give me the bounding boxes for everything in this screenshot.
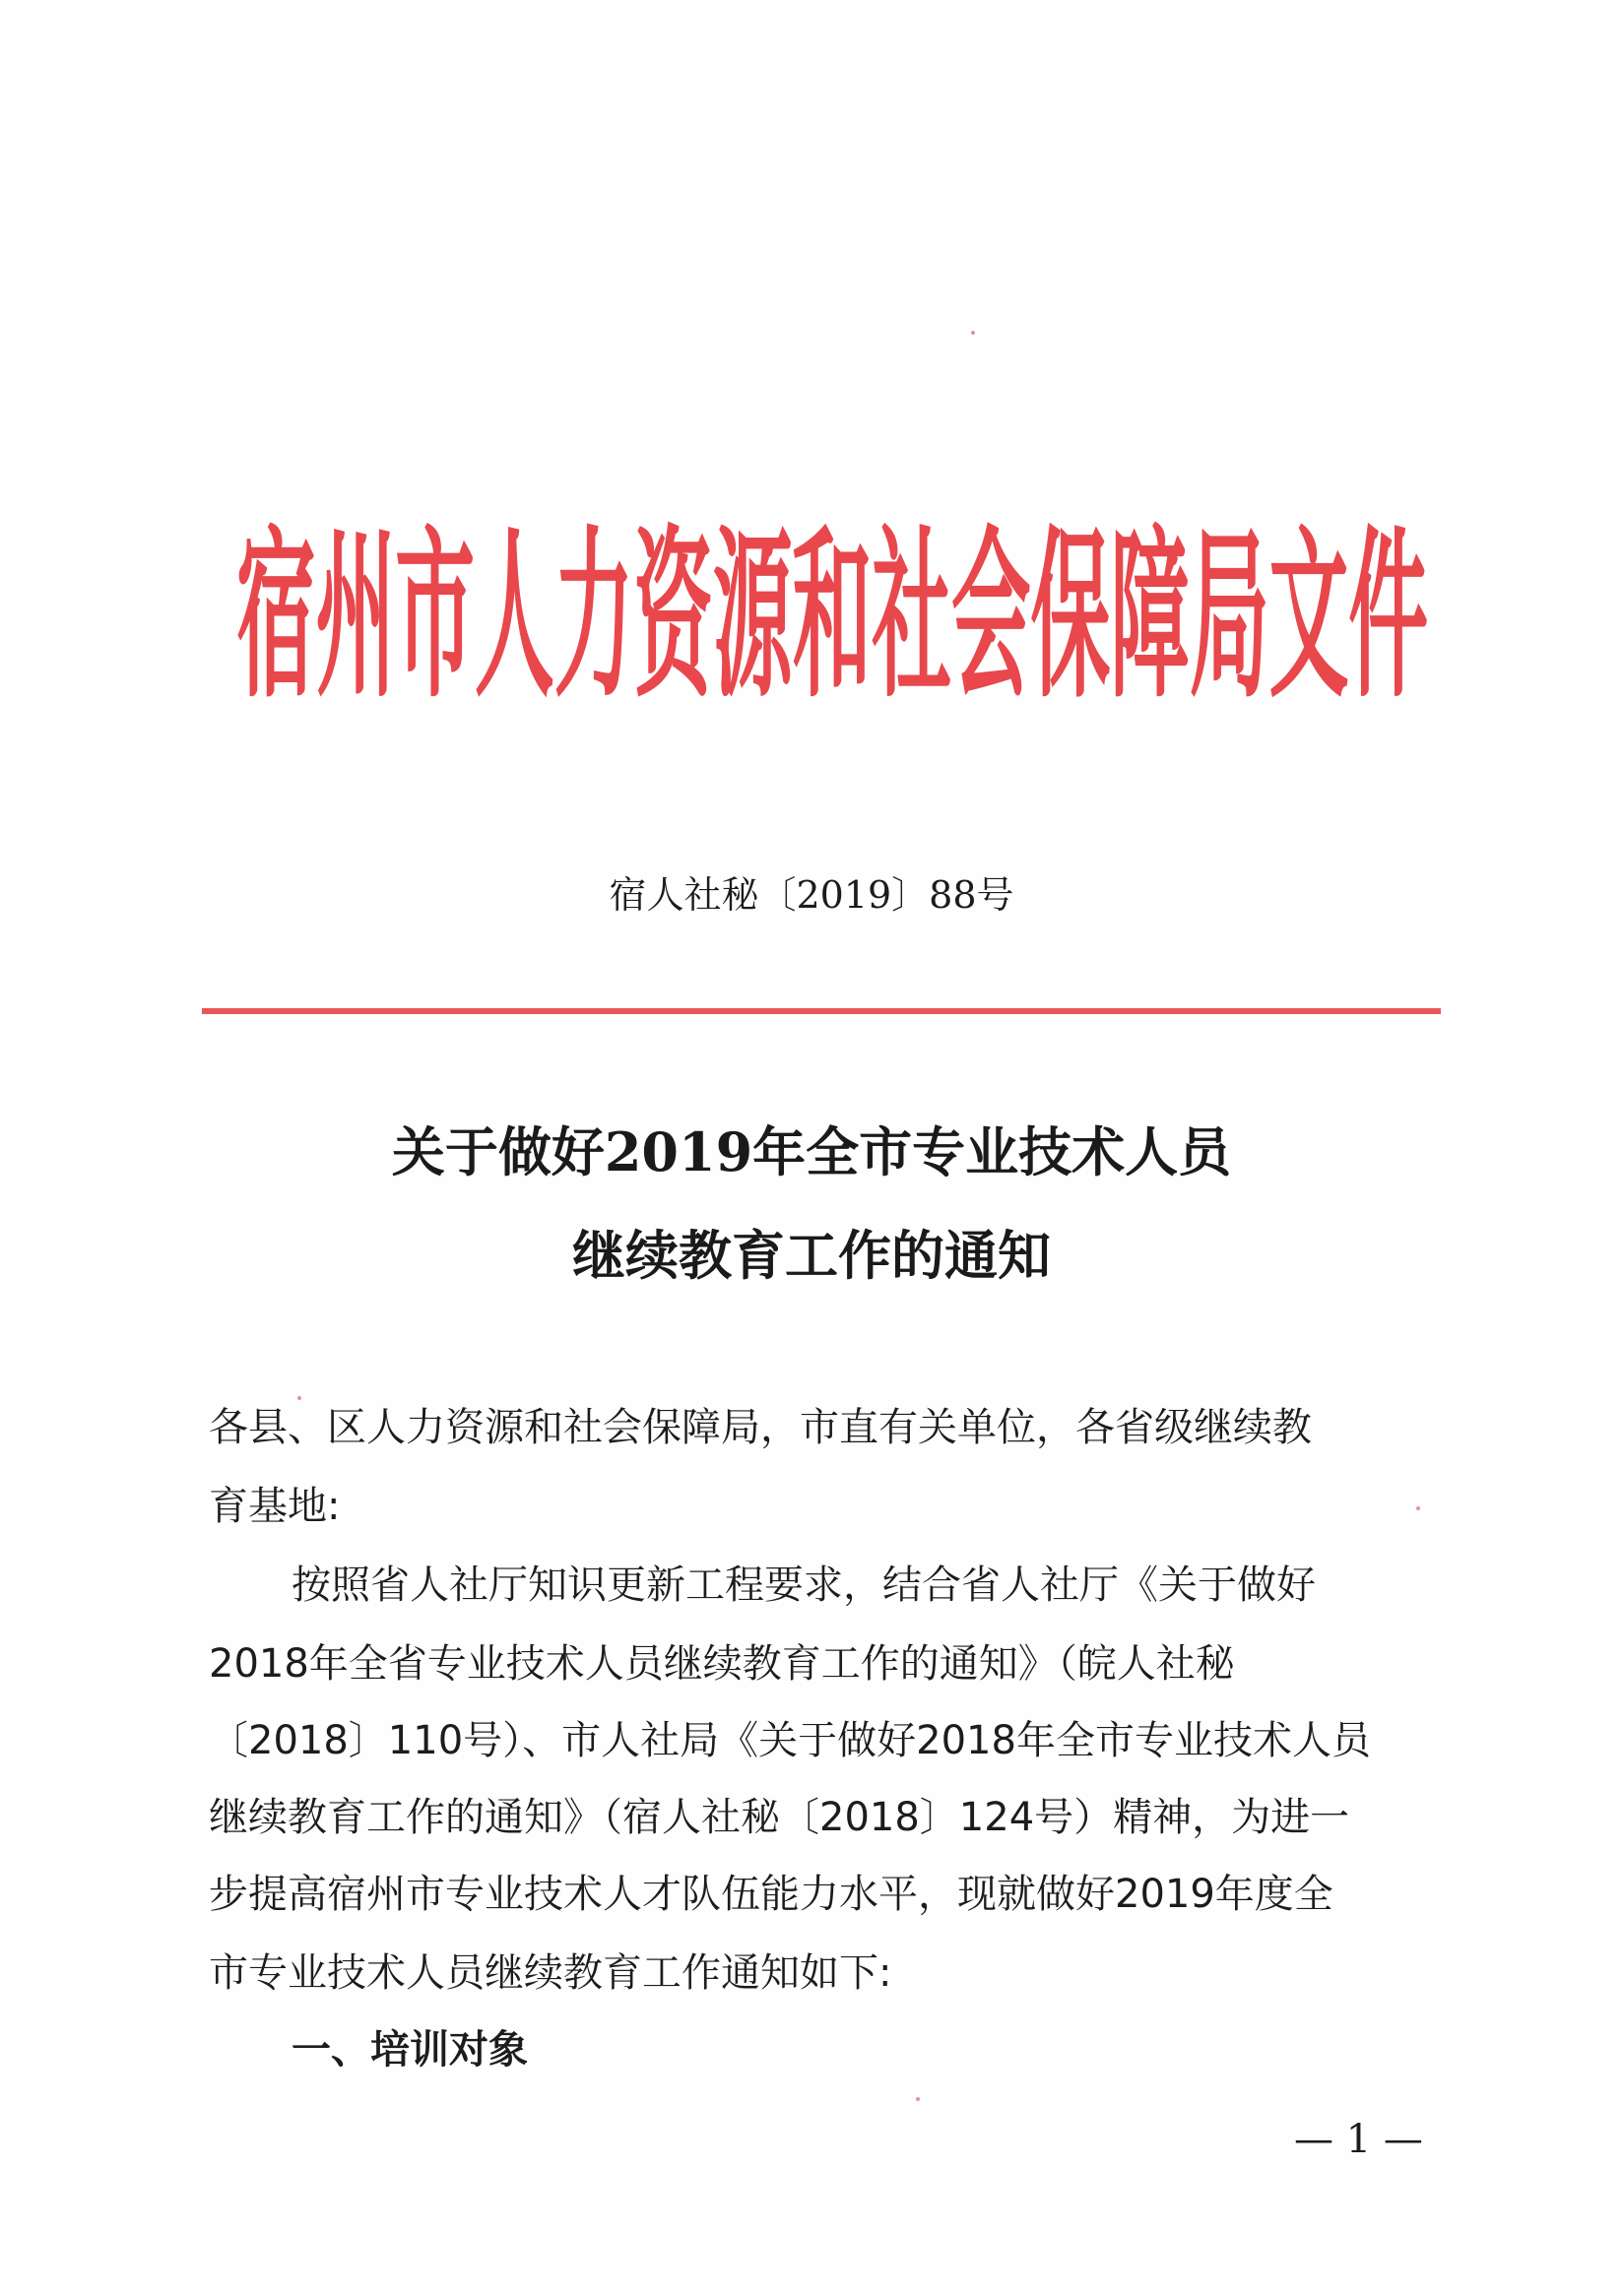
scan-speck <box>971 331 975 335</box>
notice-title-line-1: 关于做好2019年全市专业技术人员 <box>391 1120 1232 1183</box>
issuing-authority-header: 宿州市人力资源和社会保障局文件 <box>236 506 1428 723</box>
page-number: — 1 — <box>1294 2117 1423 2162</box>
scan-speck <box>297 1396 301 1400</box>
document-number: 宿人社秘〔2019〕88号 <box>609 873 1014 917</box>
scan-speck <box>916 2097 920 2101</box>
body-line: 市专业技术人员继续教育工作通知如下: <box>209 1950 892 1996</box>
notice-title-line-2: 继续教育工作的通知 <box>572 1224 1051 1287</box>
body-line: 步提高宿州市专业技术人才队伍能力水平，现就做好2019年度全 <box>209 1872 1333 1917</box>
body-line: 按照省人社厅知识更新工程要求，结合省人社厅《关于做好 <box>292 1563 1316 1608</box>
body-line: 2018年全省专业技术人员继续教育工作的通知》（皖人社秘 <box>209 1641 1235 1687</box>
body-line: 育基地: <box>209 1484 341 1529</box>
body-line: 〔2018〕110号）、市人社局《关于做好2018年全市专业技术人员 <box>209 1718 1371 1763</box>
scan-speck <box>1416 1506 1420 1510</box>
body-line: 各县、区人力资源和社会保障局，市直有关单位，各省级继续教 <box>209 1405 1312 1450</box>
red-divider-line <box>202 1008 1441 1014</box>
body-line: 继续教育工作的通知》（宿人社秘〔2018〕124号）精神，为进一 <box>209 1795 1350 1840</box>
section-heading: 一、培训对象 <box>292 2027 528 2073</box>
